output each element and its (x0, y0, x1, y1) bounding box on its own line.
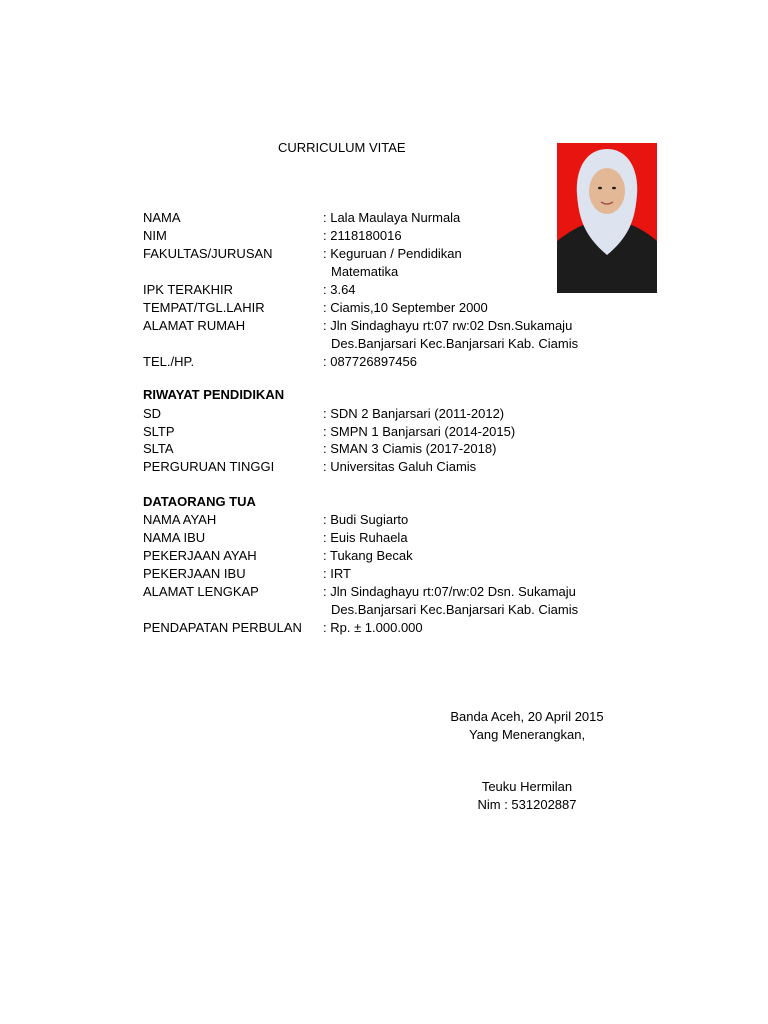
field-value: : SDN 2 Banjarsari (2011-2012) (323, 406, 505, 421)
photo-eye-left (598, 187, 602, 190)
photo-face (589, 168, 625, 214)
field-label: PERGURUAN TINGGI (143, 459, 275, 474)
field-label: SLTP (143, 424, 175, 439)
field-value-continued: Matematika (331, 264, 399, 279)
field-value: : Budi Sugiarto (323, 512, 409, 527)
field-label: ALAMAT RUMAH (143, 318, 246, 333)
field-label: SD (143, 406, 162, 421)
field-label: NAMA (143, 210, 181, 225)
profile-photo (557, 143, 657, 293)
field-value: : SMAN 3 Ciamis (2017-2018) (323, 441, 497, 456)
field-value: : 087726897456 (323, 354, 417, 369)
field-label: NAMA AYAH (143, 512, 217, 527)
field-value: : Tukang Becak (323, 548, 413, 563)
field-value: : Euis Ruhaela (323, 530, 408, 545)
field-label: NIM (143, 228, 167, 243)
field-value: : 3.64 (323, 282, 356, 297)
field-value: : Universitas Galuh Ciamis (323, 459, 477, 474)
field-label: SLTA (143, 441, 174, 456)
document-title: CURRICULUM VITAE (278, 140, 406, 155)
section-heading-parents: DATAORANG TUA (143, 494, 256, 509)
field-value: : Lala Maulaya Nurmala (323, 210, 461, 225)
field-value: : Jln Sindaghayu rt:07 rw:02 Dsn.Sukamaju (323, 318, 573, 333)
field-label: TEMPAT/TGL.LAHIR (143, 300, 265, 315)
field-label: PEKERJAAN AYAH (143, 548, 257, 563)
field-value-continued: Des.Banjarsari Kec.Banjarsari Kab. Ciamis (331, 602, 579, 617)
field-label: NAMA IBU (143, 530, 206, 545)
field-label: PENDAPATAN PERBULAN (143, 620, 302, 635)
field-value: : 2118180016 (323, 228, 402, 243)
field-value: : IRT (323, 566, 351, 581)
field-label: FAKULTAS/JURUSAN (143, 246, 273, 261)
photo-eye-right (612, 187, 616, 190)
signature-nim: Nim : 531202887 (477, 797, 577, 812)
field-label: ALAMAT LENGKAP (143, 584, 259, 599)
signature-place-date: Banda Aceh, 20 April 2015 (450, 709, 604, 724)
field-label: PEKERJAAN IBU (143, 566, 246, 581)
field-value: : Jln Sindaghayu rt:07/rw:02 Dsn. Sukamaju (323, 584, 576, 599)
field-value: : Keguruan / Pendidikan (323, 246, 462, 261)
field-value: : Ciamis,10 September 2000 (323, 300, 488, 315)
signature-statement: Yang Menerangkan, (468, 727, 586, 742)
field-value: : SMPN 1 Banjarsari (2014-2015) (323, 424, 516, 439)
field-label: TEL./HP. (143, 354, 195, 369)
profile-photo-image (557, 143, 657, 293)
field-value: : Rp. ± 1.000.000 (323, 620, 423, 635)
field-label: IPK TERAKHIR (143, 282, 234, 297)
field-value-continued: Des.Banjarsari Kec.Banjarsari Kab. Ciamis (331, 336, 579, 351)
signature-name: Teuku Hermilan (481, 779, 573, 794)
section-heading-education: RIWAYAT PENDIDIKAN (143, 387, 285, 402)
